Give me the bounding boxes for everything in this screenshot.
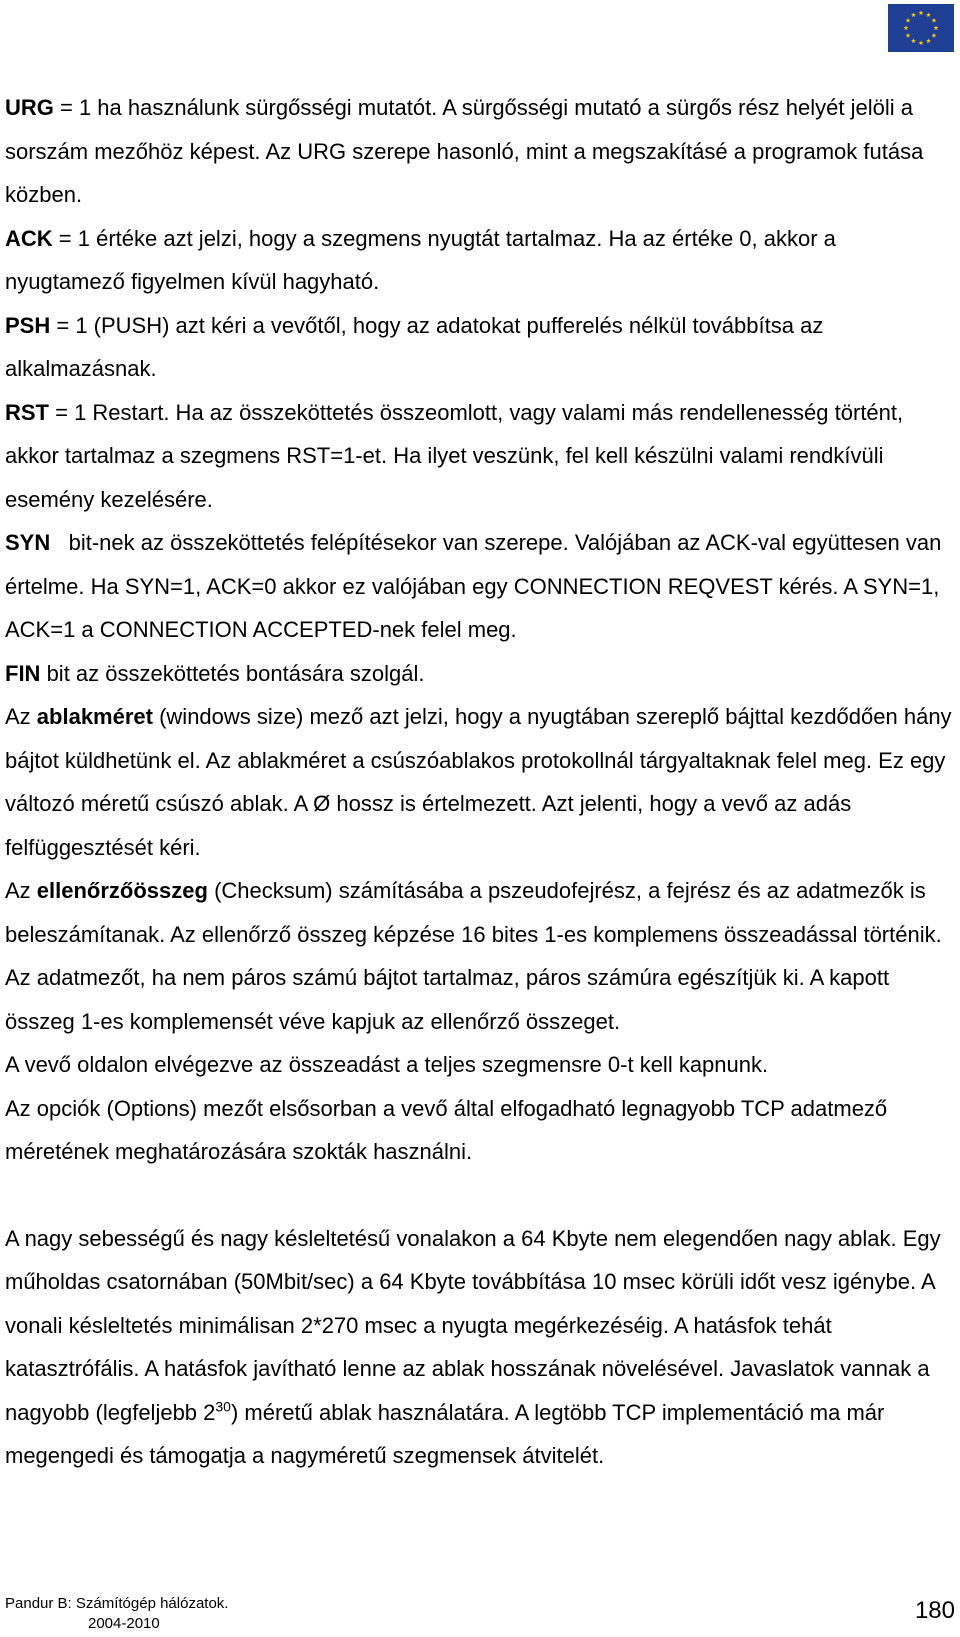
large-window-after: ) méretű ablak használatára. A legtöbb TCP implementáció ma már megengedi és támogatja a nagyméretű szegmensek átvitelét. (5, 1399, 885, 1468)
fin-term: FIN (5, 660, 41, 686)
document-body (5, 86, 955, 1478)
paragraph-gap (5, 1174, 955, 1217)
syn-paragraph (5, 521, 955, 652)
ack-paragraph (5, 217, 955, 304)
window-size-text: (windows size) mező azt jelzi, hogy a nyugtában szereplő bájttal kezdődően hány bájtot küldhetünk el. Az ablakméret a csúszóablakos protokollnál tárgyaltaknak felel meg. Ez egy változó méretű csúszó ablak. A Ø hossz is értelmezett. Azt jelenti, hogy a vevő az adás felfüggesztését kéri. (5, 704, 952, 860)
large-window-before: A nagy sebességű és nagy késleltetésű vonalakon a 64 Kbyte nem elegendően nagy ablak. Egy műholdas csatornában (50Mbit/sec) a 64 Kbyte továbbítása 10 msec körüli időt vesz igénybe. A vonali késleltetés minimálisan 2*270 msec a nyugta megérkezéséig. A hatásfok tehát katasztrófális. A hatásfok javítható lenne az ablak hosszának növelésével. Javaslatok vannak a nagyobb (legfeljebb 2 (5, 1225, 941, 1425)
footer-years: 2004-2010 (88, 1615, 160, 1632)
window-size-term: ablakméret (36, 704, 153, 729)
window-pre: Az (5, 704, 37, 729)
urg-paragraph (5, 86, 955, 217)
options-paragraph: Az opciók (Options) mezőt elsősorban a vevő által elfogadható legnagyobb TCP adatmező méretének meghatározására szokták használni. (5, 1095, 888, 1164)
fin-text: bit az összeköttetés bontására szolgál. (40, 660, 425, 686)
rst-paragraph (5, 391, 955, 522)
psh-term: PSH (5, 312, 51, 338)
checksum-term: ellenőrzőösszeg (36, 878, 208, 903)
urg-term: URG (5, 95, 54, 120)
large-window-paragraph (5, 1217, 955, 1478)
eu-flag-icon (888, 4, 954, 52)
rst-text: = 1 Restart. Ha az összeköttetés összeomlott, vagy valami más rendellenesség történt, akkor tartalmaz a szegmens RST=1-et. Ha ilyet veszünk, fel kell készülni valami rendkívüli esemény kezelésére. (5, 399, 904, 512)
syn-text: bit-nek az összeköttetés felépítésekor van szerepe. Valójában az ACK-val együttesen van értelme. Ha SYN=1, ACK=0 akkor ez valójában egy CONNECTION REQVEST kérés. A SYN=1, ACK=1 a CONNECTION ACCEPTED-nek felel meg. (5, 530, 948, 642)
ack-term: ACK (5, 225, 53, 251)
psh-paragraph (5, 304, 955, 391)
exponent: 30 (215, 1398, 231, 1415)
psh-text: = 1 (PUSH) azt kéri a vevőtől, hogy az adatokat pufferelés nélkül továbbítsa az alkalmazásnak. (5, 312, 824, 381)
rst-term: RST (5, 399, 49, 425)
checksum-pre: Az (5, 878, 37, 903)
fin-paragraph (5, 652, 955, 696)
ack-text: = 1 értéke azt jelzi, hogy a szegmens nyugtát tartalmaz. Ha az értéke 0, akkor a nyugtamező figyelmen kívül hagyható. (5, 225, 836, 294)
syn-term: SYN (5, 530, 51, 555)
page-number: 180 (914, 1597, 955, 1624)
checksum-text: (Checksum) számításába a pszeudofejrész, a fejrész és az adatmezők is beleszámítanak. Az ellenőrző összeg képzése 16 bites 1-es komplemens összeadással történik. Az adatmezőt, ha nem páros számú bájtot tartalmaz, páros számúra egészítjük ki. A kapott összeg 1-es komplemensét véve kapjuk az ellenőrző összeget. (5, 878, 942, 1034)
footer-source-title: Pandur B: Számítógép hálózatok. (5, 1595, 229, 1612)
checksum-paragraph (5, 869, 955, 1043)
receiver-paragraph: A vevő oldalon elvégezve az összeadást a teljes szegmensre 0-t kell kapnunk. (5, 1052, 769, 1077)
eu-stars-circle (888, 4, 954, 52)
window-size-paragraph (5, 695, 955, 869)
urg-text: = 1 ha használunk sürgősségi mutatót. A sürgősségi mutató a sürgős rész helyét jelöli a sorszám mezőhöz képest. Az URG szerepe hasonló, mint a megszakításé a programok futása közben. (5, 95, 924, 207)
footer-source (5, 1594, 285, 1634)
